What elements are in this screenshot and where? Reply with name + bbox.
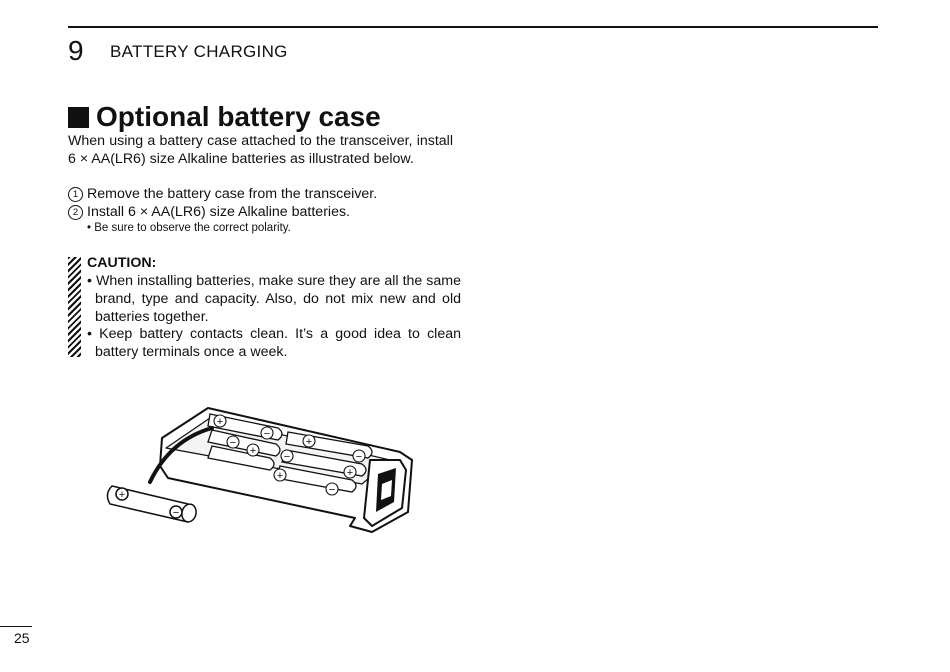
caution-label: CAUTION: xyxy=(87,255,157,271)
battery-case-illustration xyxy=(100,400,420,540)
page-number: 25 xyxy=(14,630,30,646)
plus-mark: + xyxy=(305,436,313,448)
minus-mark: − xyxy=(328,484,336,496)
minus-mark: − xyxy=(229,437,237,449)
minus-mark: − xyxy=(355,451,363,463)
minus-mark: − xyxy=(172,507,180,519)
chapter-number: 9 xyxy=(68,35,84,66)
plus-mark: + xyxy=(346,467,354,479)
footer-rule xyxy=(0,626,32,627)
step-1 xyxy=(68,185,377,203)
section-title: Optional battery case xyxy=(96,101,381,132)
plus-mark: + xyxy=(216,416,224,428)
plus-mark: + xyxy=(118,489,126,501)
chapter-title: BATTERY CHARGING xyxy=(110,42,288,61)
step-number-icon: 1 xyxy=(68,187,83,202)
step-text: Install 6 × AA(LR6) size Alkaline batteries. xyxy=(87,204,350,220)
section-heading xyxy=(68,100,381,134)
caution-item: • Keep battery contacts clean. It’s a good idea to clean battery terminals once a week. xyxy=(87,326,461,360)
plus-mark: + xyxy=(249,445,257,457)
minus-mark: − xyxy=(283,451,291,463)
polarity-note: • Be sure to observe the correct polarity. xyxy=(87,222,291,234)
minus-mark: − xyxy=(263,428,271,440)
step-number-icon: 2 xyxy=(68,205,83,220)
step-2 xyxy=(68,203,350,221)
caution-item: • When installing batteries, make sure they are all the same brand, type and capacity. Also, do not mix new and old batteries together. xyxy=(87,273,461,325)
intro-paragraph: When using a battery case attached to the transceiver, install 6 × AA(LR6) size Alkaline batteries as illustrated below. xyxy=(68,133,453,167)
square-bullet-icon xyxy=(68,107,89,128)
plus-mark: + xyxy=(276,470,284,482)
step-text: Remove the battery case from the transceiver. xyxy=(87,186,378,202)
caution-hatch-icon xyxy=(68,257,81,357)
header-rule xyxy=(68,26,878,28)
